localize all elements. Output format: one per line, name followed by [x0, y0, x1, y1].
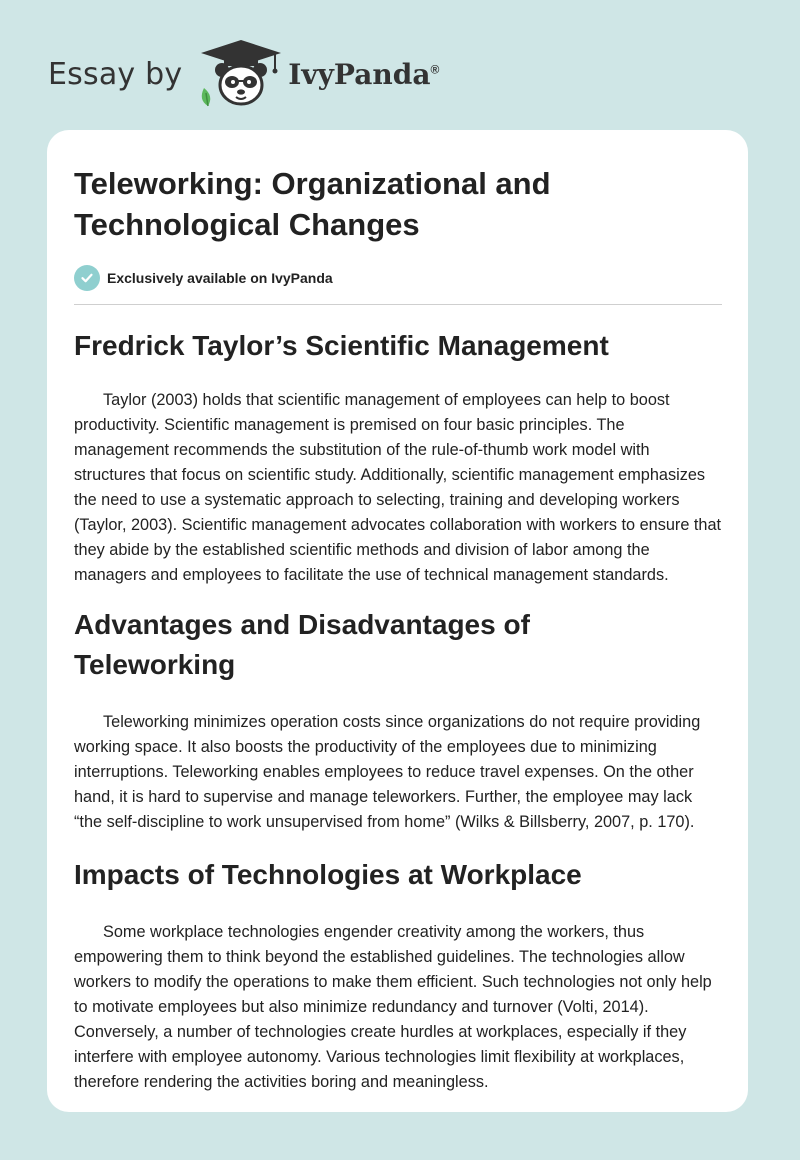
section-heading-scientific-management: Fredrick Taylor’s Scientific Management	[74, 330, 609, 361]
brand-header[interactable]	[48, 34, 439, 114]
brand-prefix: Essay by	[48, 56, 183, 92]
badge-label: Exclusively available on IvyPanda	[107, 270, 333, 286]
essay-card	[47, 130, 748, 1112]
panda-graduate-logo-icon	[198, 38, 284, 110]
section-heading-advantages-disadvantages: Advantages and Disadvantages of Teleworking	[74, 609, 530, 680]
check-circle-icon	[74, 265, 100, 291]
section-paragraph-scientific-management: Taylor (2003) holds that scientific management of employees can help to boost productivity. Scientific management is premised on four basic principles. The management recommends the substitution of the rule-of-thumb work model with structures that focus on scientific study. Additionally, scientific management emphasizes the need to use a systematic approach to selecting, training and developing workers (Taylor, 2003). Scientific management advocates collaboration with workers to ensure that they abide by the established scientific methods and division of labor among the managers and employees to facilitate the use of technical management standards.	[74, 391, 722, 584]
essay-title: Teleworking: Organizational and Technological Changes	[74, 166, 551, 242]
exclusive-badge	[74, 264, 722, 292]
section-paragraph-advantages-disadvantages: Teleworking minimizes operation costs since organizations do not require providing working space. It also boosts the productivity of the employees due to minimizing interruptions. Teleworking enables employees to reduce travel expenses. On the other hand, it is hard to supervise and manage teleworkers. Further, the employee may lack “the self-discipline to work unsupervised from home” (Wilks & Billsberry, 2007, p. 170).	[74, 713, 701, 831]
title-divider	[74, 304, 722, 305]
brand-name-text: IvyPanda	[288, 57, 431, 91]
section-paragraph-technology-impacts: Some workplace technologies engender creativity among the workers, thus empowering them to think beyond the established guidelines. The technologies allow workers to modify the operations to make them efficient. Such technologies not only help to motivate employees but also minimize redundancy and turnover (Volti, 2014). Conversely, a number of technologies create hurdles at workplaces, especially if they interfere with employee autonomy. Various technologies limit flexibility at workplaces, therefore rendering the activities boring and meaningless.	[74, 923, 712, 1091]
registered-mark: ®	[430, 62, 440, 77]
brand-name	[288, 58, 439, 91]
section-heading-technology-impacts: Impacts of Technologies at Workplace	[74, 859, 582, 890]
